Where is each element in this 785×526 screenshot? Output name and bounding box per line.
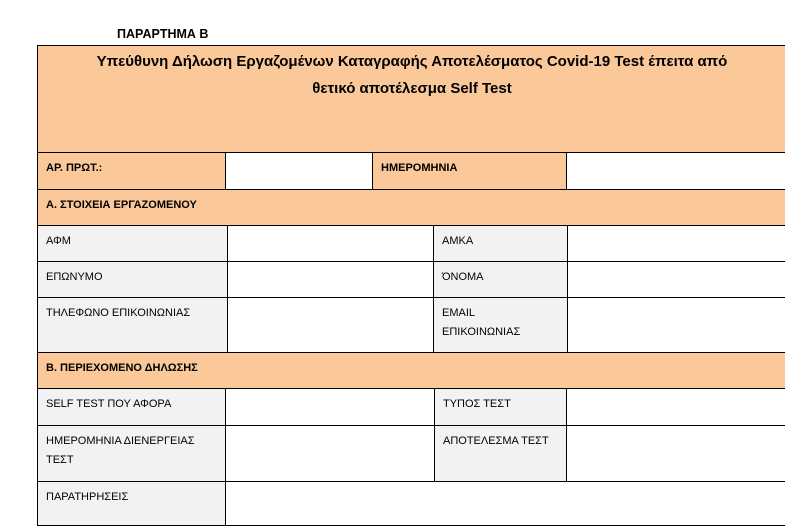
- form-title-line-1: Υπεύθυνη Δήλωση Εργαζομένων Καταγραφής Αποτελέσματος Covid-19 Test έπειτα από: [96, 53, 728, 70]
- test-date-label: [38, 426, 226, 482]
- email-label-line-2: ΕΠΙΚΟΙΝΩΝΙΑΣ: [442, 326, 521, 338]
- surname-label: ΕΠΩΝΥΜΟ: [38, 262, 228, 298]
- protocol-number-field[interactable]: [226, 153, 373, 190]
- amka-label: ΑΜΚΑ: [434, 226, 568, 262]
- email-label-line-1: EMAIL: [442, 307, 476, 319]
- phone-field[interactable]: [228, 298, 434, 353]
- remarks-label: ΠΑΡΑΤΗΡΗΣΕΙΣ: [38, 482, 226, 526]
- section-a-heading: Α. ΣΤΟΙΧΕΙΑ ΕΡΓΑΖΟΜΕΝΟΥ: [38, 190, 785, 226]
- test-type-label: ΤΥΠΟΣ ΤΕΣΤ: [435, 389, 567, 426]
- name-field[interactable]: [568, 262, 785, 298]
- self-test-field[interactable]: [226, 389, 435, 426]
- amka-field[interactable]: [568, 226, 785, 262]
- test-date-field[interactable]: [226, 426, 435, 482]
- afm-label: ΑΦΜ: [38, 226, 228, 262]
- protocol-label: ΑΡ. ΠΡΩΤ.:: [38, 153, 226, 190]
- test-type-field[interactable]: [567, 389, 785, 426]
- annex-label: ΠΑΡΑΡΤΗΜΑ Β: [117, 27, 209, 41]
- self-test-label: SELF TEST ΠΟΥ ΑΦΟΡΑ: [38, 389, 226, 426]
- email-label: [434, 298, 568, 353]
- name-label: ΌΝΟΜΑ: [434, 262, 568, 298]
- date-label: ΗΜΕΡΟΜΗΝΙΑ: [373, 153, 567, 190]
- test-date-label-line-2: ΤΕΣΤ: [46, 454, 74, 466]
- declaration-form: [37, 45, 785, 526]
- phone-label: ΤΗΛΕΦΩΝΟ ΕΠΙΚΟΙΝΩΝΙΑΣ: [38, 298, 228, 353]
- form-title-line-2: θετικό αποτέλεσμα Self Test: [312, 80, 512, 97]
- afm-field[interactable]: [228, 226, 434, 262]
- section-b-heading: Β. ΠΕΡΙΕΧΟΜΕΝΟ ΔΗΛΩΣΗΣ: [38, 353, 785, 389]
- email-field[interactable]: [568, 298, 785, 353]
- test-result-field[interactable]: [567, 426, 785, 482]
- test-date-label-line-1: ΗΜΕΡΟΜΗΝΙΑ ΔΙΕΝΕΡΓΕΙΑΣ: [46, 435, 195, 447]
- surname-field[interactable]: [228, 262, 434, 298]
- date-field[interactable]: [567, 153, 785, 190]
- form-title: [38, 46, 785, 153]
- remarks-field[interactable]: [226, 482, 785, 526]
- test-result-label: ΑΠΟΤΕΛΕΣΜΑ ΤΕΣΤ: [435, 426, 567, 482]
